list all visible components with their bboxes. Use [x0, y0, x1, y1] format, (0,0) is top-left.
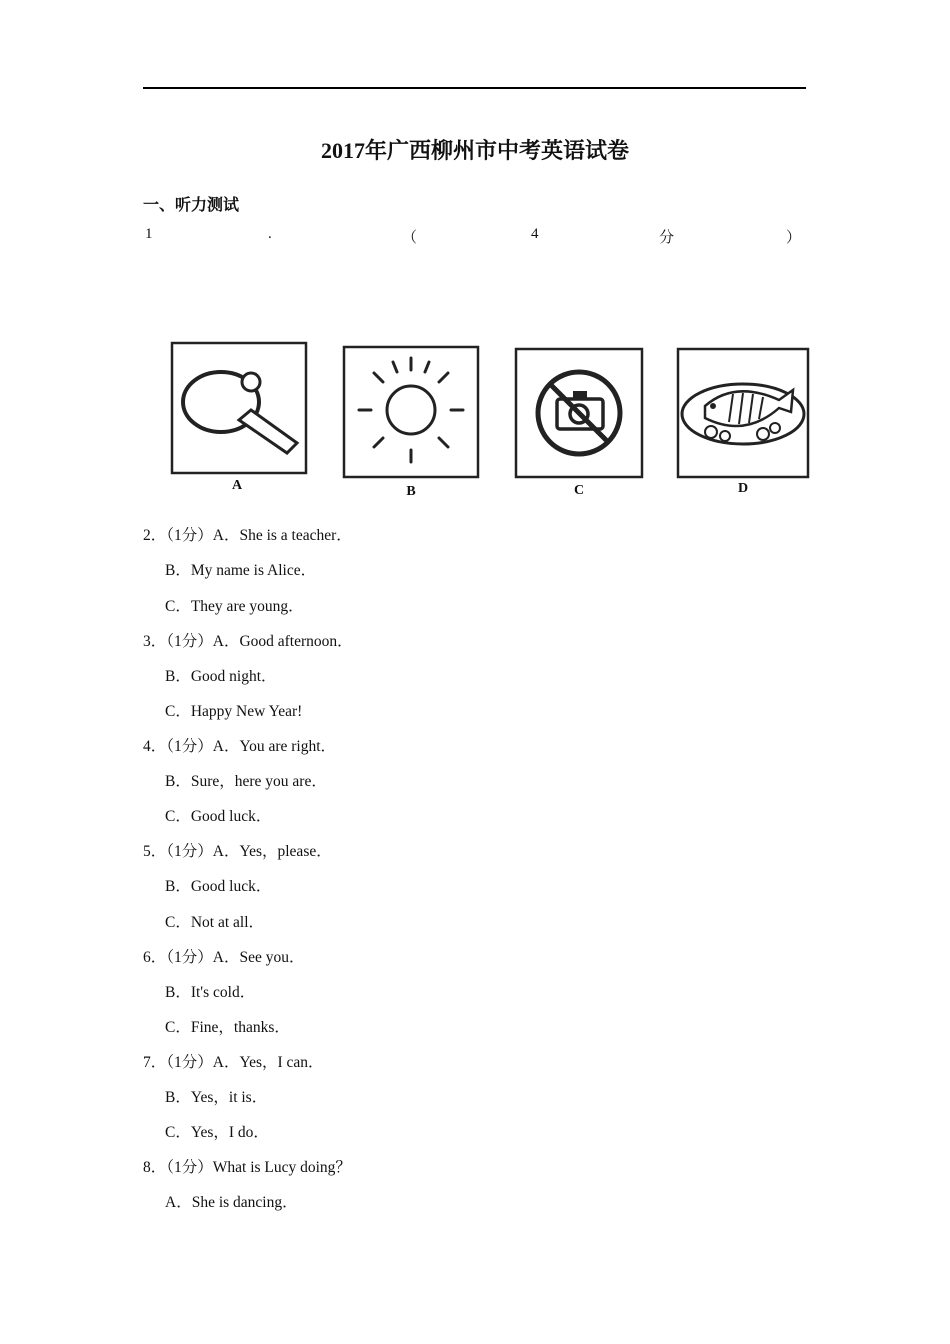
- section-heading: 一、听力测试: [143, 197, 240, 214]
- q3-option-c: C．Happy New Year!: [165, 703, 303, 720]
- q1-dot: .: [268, 226, 272, 242]
- picture-label-a: A: [231, 478, 243, 493]
- fish-dish-picture: [675, 346, 811, 480]
- q8-question: 8．（1分）What is Lucy doing？: [143, 1159, 351, 1176]
- q6-option-c: C．Fine，thanks．: [165, 1019, 290, 1036]
- q6-option-b: B．It's cold．: [165, 984, 256, 1001]
- picture-label-d: D: [737, 481, 749, 496]
- q5-option-a: 5．（1分）A．Yes，please．: [143, 843, 332, 860]
- q1-close-paren: ）: [786, 230, 802, 246]
- q3-option-a: 3．（1分）A．Good afternoon．: [143, 633, 353, 650]
- no-camera-picture: [513, 346, 645, 480]
- q7-option-a: 7．（1分）A．Yes，I can．: [143, 1054, 324, 1071]
- picture-label-b: B: [406, 484, 416, 499]
- q1-open-paren: （: [402, 230, 418, 246]
- q1-number: 1: [145, 226, 153, 242]
- q2-option-a: 2．（1分）A．She is a teacher．: [143, 527, 352, 544]
- page-title: 2017年广西柳州市中考英语试卷: [320, 138, 629, 163]
- q6-option-a: 6．（1分）A．See you．: [143, 949, 305, 966]
- q5-option-b: B．Good luck．: [165, 878, 272, 895]
- sun-picture: [341, 344, 481, 480]
- header-rule: [143, 87, 806, 89]
- q4-option-c: C．Good luck．: [165, 808, 272, 825]
- q4-option-a: 4．（1分）A．You are right．: [143, 738, 337, 755]
- ping-pong-paddle-picture: [169, 340, 309, 476]
- q1-score-unit: 分: [659, 230, 675, 246]
- q7-option-b: B．Yes，it is．: [165, 1089, 268, 1106]
- q8-option-a: A．She is dancing．: [165, 1194, 298, 1211]
- q4-option-b: B．Sure，here you are．: [165, 773, 327, 790]
- q2-option-c: C．They are young．: [165, 598, 304, 615]
- picture-label-c: C: [573, 483, 585, 498]
- q5-option-c: C．Not at all．: [165, 914, 265, 931]
- q1-score: 4: [531, 226, 539, 242]
- q2-option-b: B．My name is Alice．: [165, 562, 317, 579]
- q3-option-b: B．Good night．: [165, 668, 277, 685]
- q7-option-c: C．Yes，I do．: [165, 1124, 269, 1141]
- q1-picture-options: [165, 336, 815, 506]
